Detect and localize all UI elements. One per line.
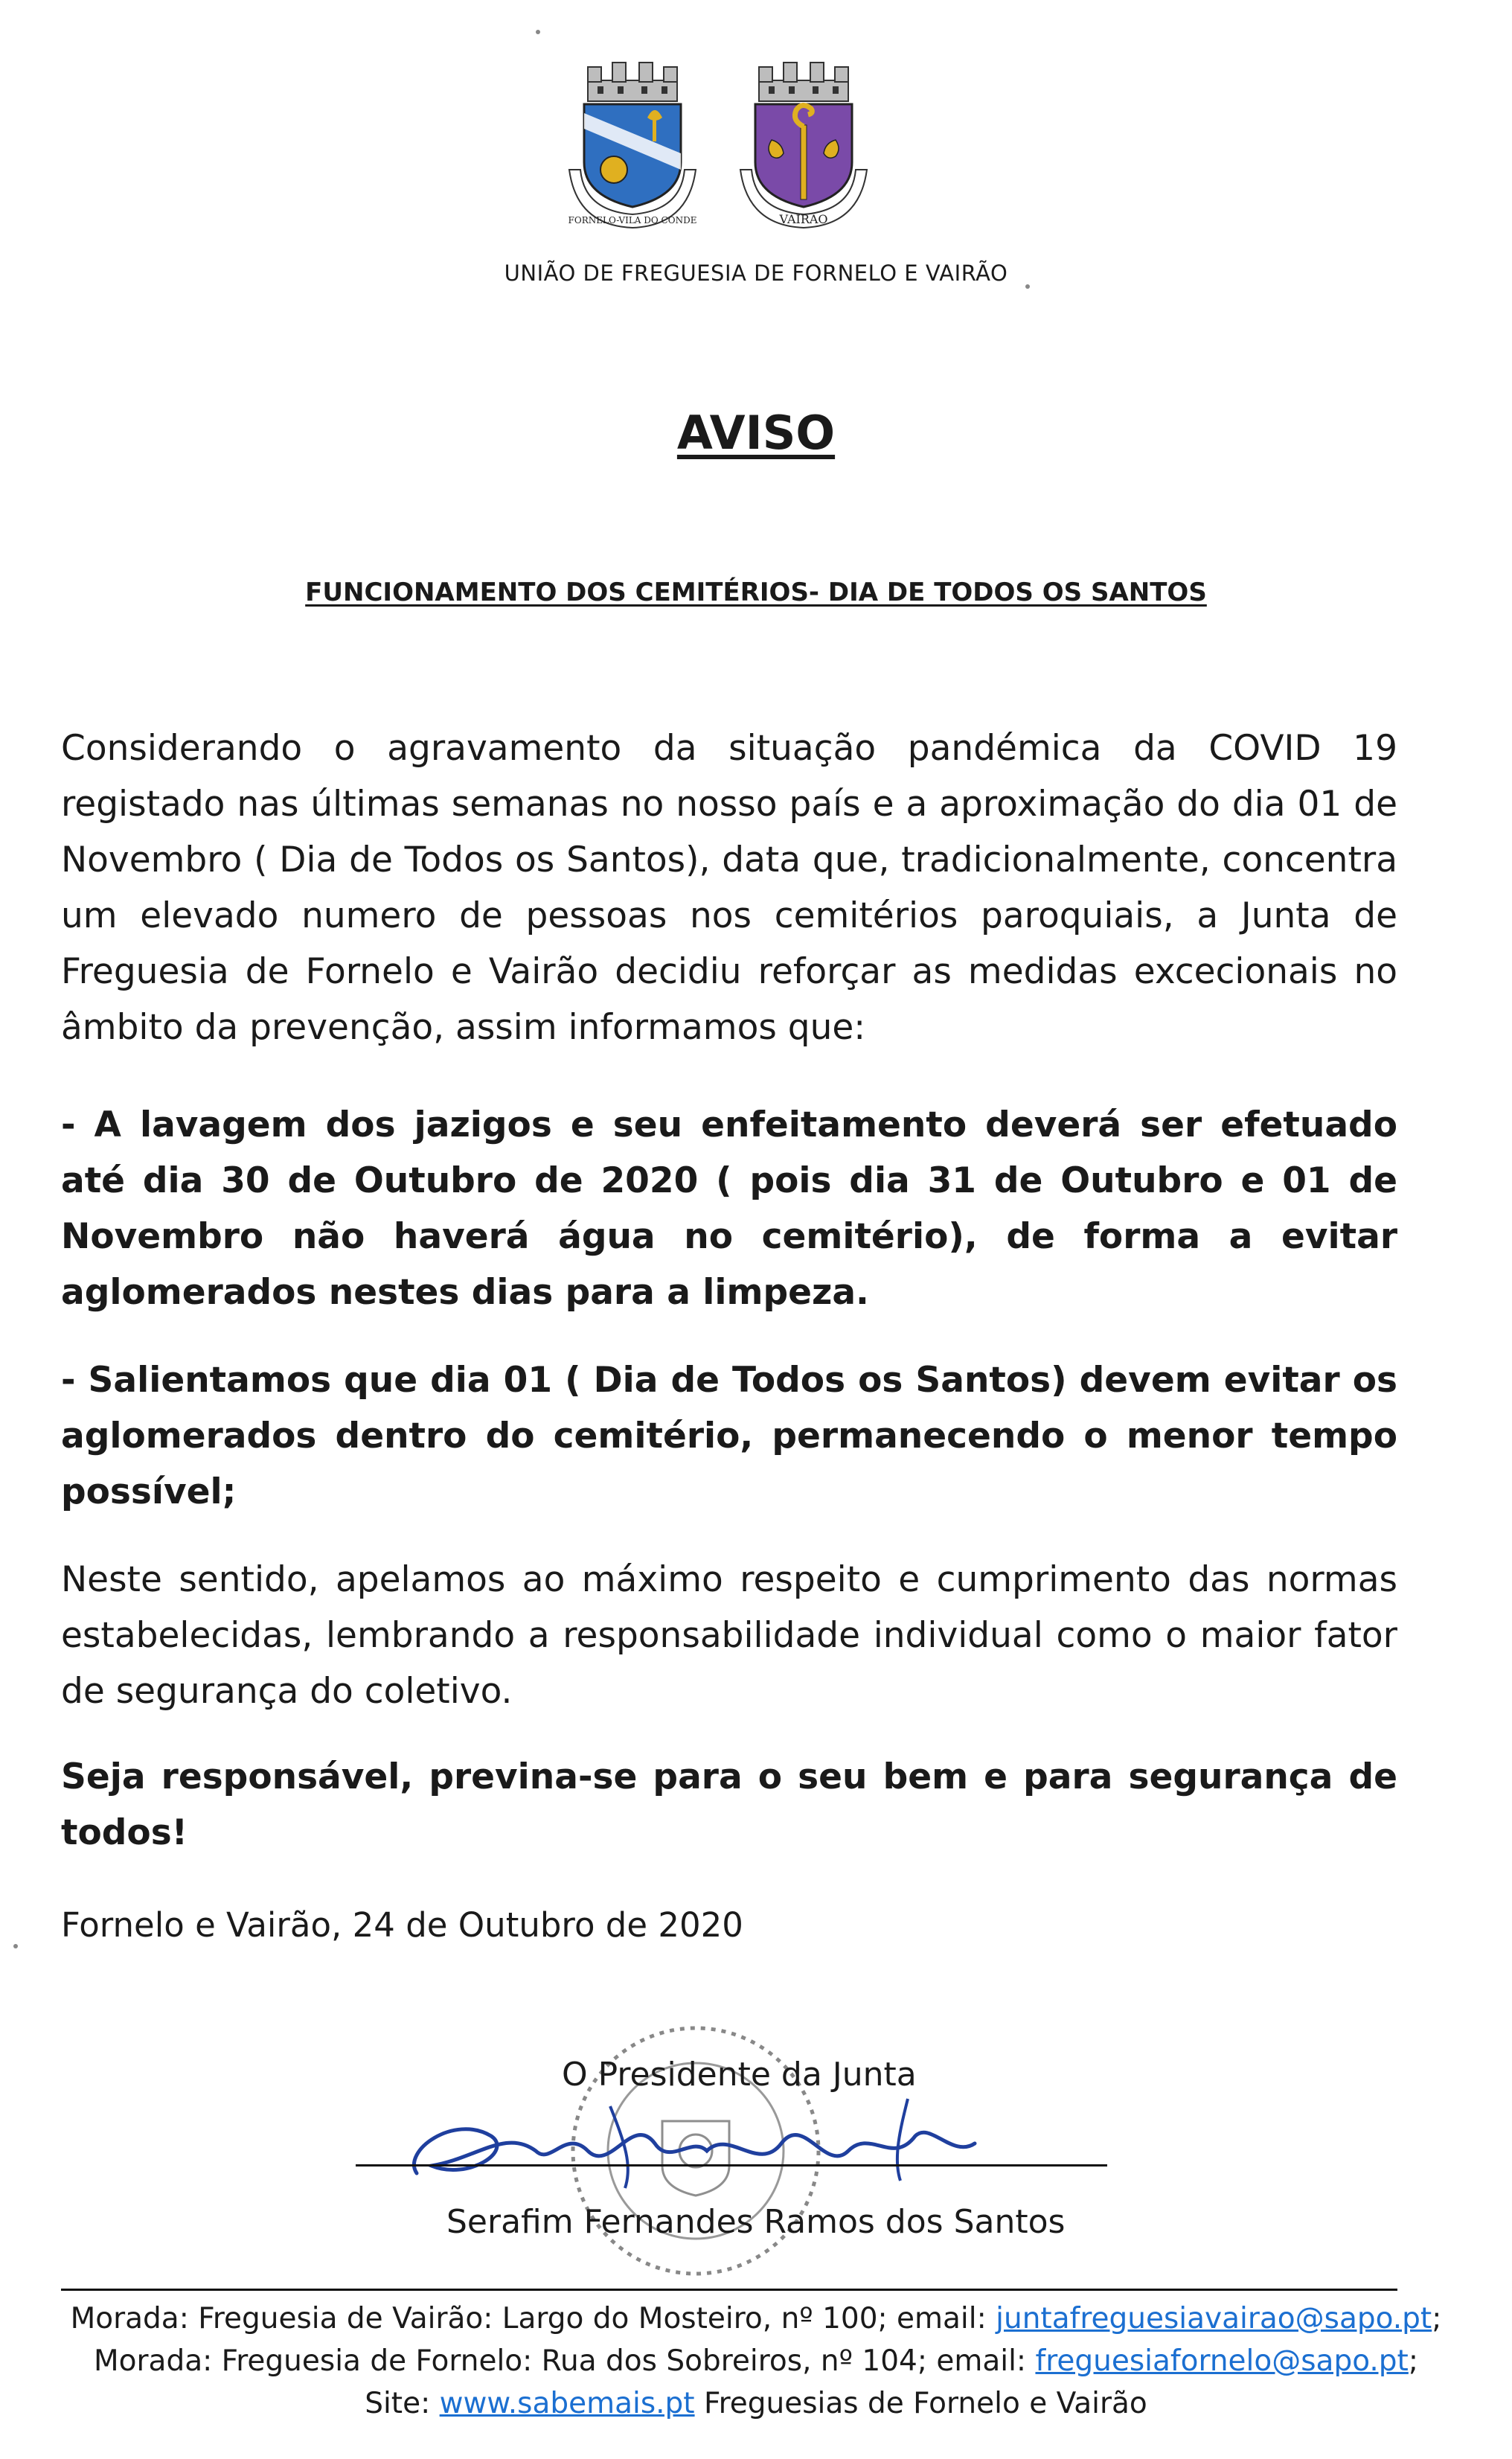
footer-website [0, 2387, 1512, 2420]
scan-speck [13, 1944, 18, 1948]
vairao-email-link[interactable]: juntafreguesiavairao@sapo.pt [996, 2302, 1432, 2335]
footer-address-vairao [0, 2302, 1512, 2335]
scan-speck [536, 30, 540, 34]
signature-line [356, 2164, 1107, 2167]
footer-line3-suffix: Freguesias de Fornelo e Vairão [694, 2387, 1147, 2420]
notice-point-1: - A lavagem dos jazigos e seu enfeitamento deverá ser efetuado até dia 30 de Outubro de 2020 ( pois dia 31 de Outubro e 01 de Novembro não haverá água no cemitério), de forma a evitar aglomerados nestes dias para a limpeza. [61, 1104, 1397, 1313]
intro-paragraph: Considerando o agravamento da situação pandémica da COVID 19 registado nas últimas semanas no nosso país e a aproximação do dia 01 de Novembro ( Dia de Todos os Santos), data que, tradicionalmente, concentra um elevado numero de pessoas nos cemitérios paroquiais, a Junta de Freguesia de Fornelo e Vairão decidiu reforçar as medidas excecionais no âmbito da prevenção, assim informamos que: [61, 728, 1397, 1048]
fornelo-email-link[interactable]: freguesiafornelo@sapo.pt [1035, 2344, 1409, 2378]
page-title: AVISO [676, 406, 836, 460]
signatory-name: Serafim Fernandes Ramos dos Santos [446, 2203, 1066, 2241]
handwritten-signature [387, 2084, 1005, 2196]
fornelo-coat-of-arms [554, 58, 711, 233]
footer-divider [61, 2289, 1397, 2291]
place-and-date: Fornelo e Vairão, 24 de Outubro de 2020 [61, 1905, 743, 1945]
appeal-paragraph: Neste sentido, apelamos ao máximo respeito e cumprimento das normas estabelecidas, lembrando a responsabilidade individual como o maior fator de segurança do coletivo. [61, 1559, 1397, 1712]
vairao-coat-of-arms [725, 58, 882, 233]
crest-left-motto: FORNELO-VILA DO CONDE [568, 215, 697, 226]
footer-line2-text: Morada: Freguesia de Fornelo: Rua dos Sobreiros, nº 104; email: [94, 2344, 1036, 2378]
notice-point-2: - Salientamos que dia 01 ( Dia de Todos os Santos) devem evitar os aglomerados dentro do cemitério, permanecendo o menor tempo possível; [61, 1360, 1397, 1512]
footer-line1-suffix: ; [1432, 2302, 1442, 2335]
footer-line3-text: Site: [365, 2387, 440, 2420]
footer-address-fornelo [0, 2344, 1512, 2378]
footer-line1-text: Morada: Freguesia de Vairão: Largo do Mosteiro, nº 100; email: [70, 2302, 996, 2335]
organization-name: UNIÃO DE FREGUESIA DE FORNELO E VAIRÃO [504, 260, 1008, 286]
footer-line2-suffix: ; [1408, 2344, 1418, 2378]
website-link[interactable]: www.sabemais.pt [439, 2387, 695, 2420]
signatory-title: O Presidente da Junta [562, 2056, 917, 2094]
notice-subtitle: FUNCIONAMENTO DOS CEMITÉRIOS- DIA DE TODOS OS SANTOS [305, 578, 1207, 607]
scan-speck [1025, 284, 1030, 289]
crest-right-motto: VAIRÃO [779, 212, 828, 226]
closing-statement: Seja responsável, previna-se para o seu bem e para segurança de todos! [61, 1756, 1397, 1853]
